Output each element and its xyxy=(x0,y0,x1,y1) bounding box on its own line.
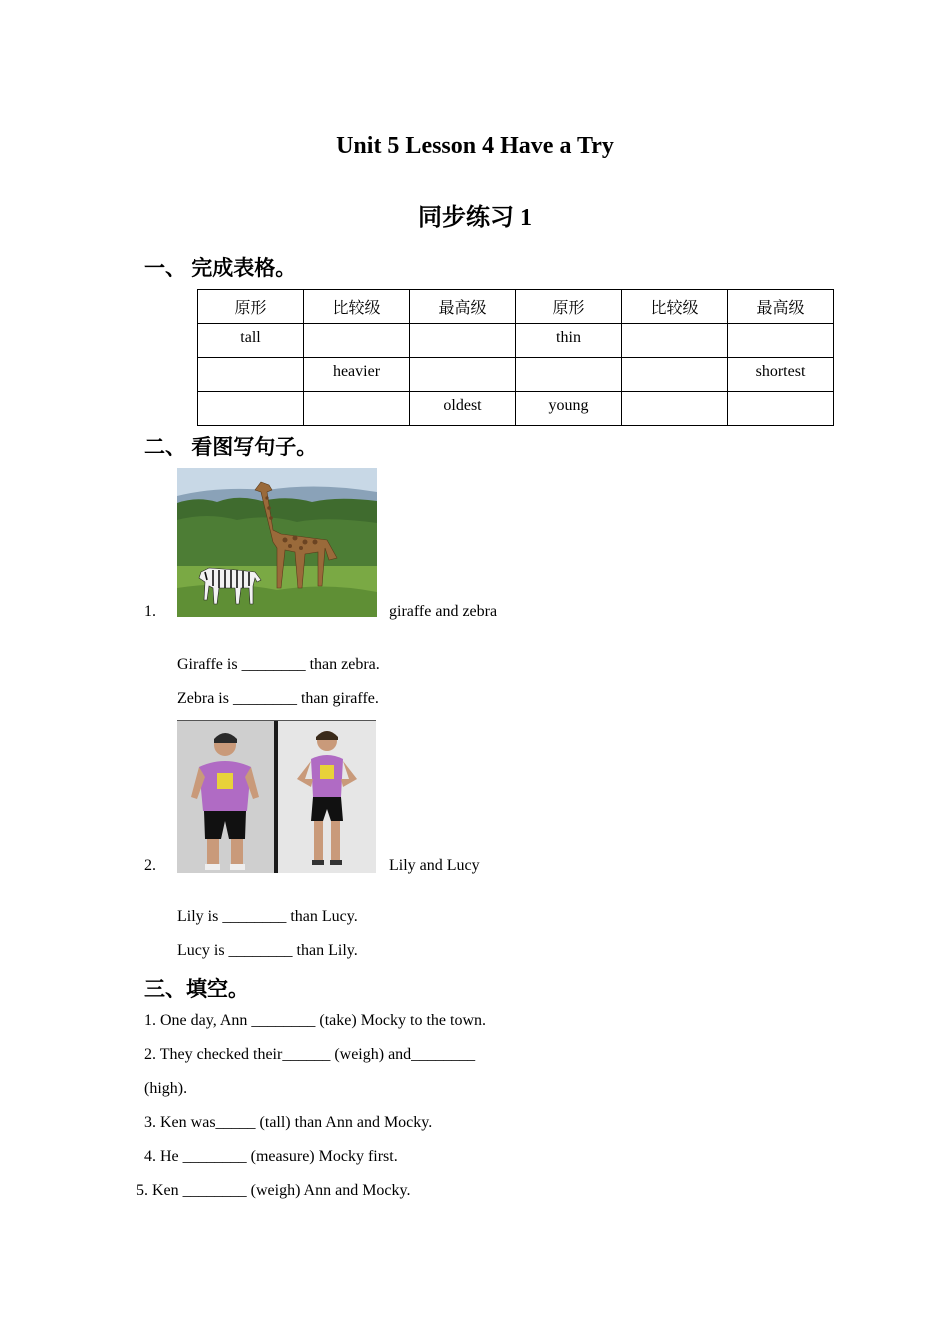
table-row xyxy=(198,392,834,426)
table-cell[interactable] xyxy=(622,324,728,358)
table-cell[interactable]: heavier xyxy=(304,358,410,392)
sentence-blank: Zebra is ________ than giraffe. xyxy=(177,690,379,707)
table-cell[interactable] xyxy=(198,392,304,426)
fill-blank-line: 1. One day, Ann ________ (take) Mocky to the town. xyxy=(144,1012,487,1029)
fill-blank-line: 4. He ________ (measure) Mocky first. xyxy=(144,1148,398,1165)
table-cell[interactable]: young xyxy=(516,392,622,426)
lily-lucy-photo xyxy=(177,720,376,873)
table-cell[interactable]: thin xyxy=(516,324,622,358)
fill-blank-line: 2. They checked their______ (weigh) and________ xyxy=(144,1046,476,1063)
sentence-blank: Lucy is ________ than Lily. xyxy=(177,942,358,959)
question-number: 2. xyxy=(144,857,156,874)
photo-caption: giraffe and zebra xyxy=(389,603,498,620)
giraffe-zebra-photo xyxy=(177,468,377,617)
section1-heading: 一、 完成表格。 xyxy=(144,256,297,280)
page-title: Unit 5 Lesson 4 Have a Try xyxy=(336,133,614,159)
table-cell[interactable] xyxy=(728,392,834,426)
comparison-table xyxy=(197,289,834,426)
photo-caption: Lily and Lucy xyxy=(389,857,480,874)
fill-blank-line: 3. Ken was_____ (tall) than Ann and Mocky. xyxy=(144,1114,433,1131)
page-subtitle: 同步练习 1 xyxy=(418,205,532,231)
table-cell[interactable] xyxy=(516,358,622,392)
section2-heading: 二、 看图写句子。 xyxy=(144,435,318,459)
table-header-cell: 比较级 xyxy=(304,290,410,324)
table-cell[interactable]: shortest xyxy=(728,358,834,392)
table-header-cell: 最高级 xyxy=(728,290,834,324)
sentence-blank: Lily is ________ than Lucy. xyxy=(177,908,358,925)
question-number: 1. xyxy=(144,603,156,620)
table-cell[interactable] xyxy=(410,358,516,392)
table-cell[interactable] xyxy=(304,324,410,358)
sentence-blank: Giraffe is ________ than zebra. xyxy=(177,656,380,673)
table-row xyxy=(198,358,834,392)
table-header-row xyxy=(198,290,834,324)
table-header-cell: 原形 xyxy=(198,290,304,324)
section3-heading: 三、填空。 xyxy=(144,977,249,1001)
table-cell[interactable]: oldest xyxy=(410,392,516,426)
table-cell[interactable]: tall xyxy=(198,324,304,358)
table-header-cell: 原形 xyxy=(516,290,622,324)
table-cell[interactable] xyxy=(198,358,304,392)
table-row xyxy=(198,324,834,358)
table-cell[interactable] xyxy=(304,392,410,426)
fill-blank-line: (high). xyxy=(144,1080,188,1097)
table-cell[interactable] xyxy=(622,392,728,426)
table-cell[interactable] xyxy=(410,324,516,358)
table-header-cell: 最高级 xyxy=(410,290,516,324)
table-cell[interactable] xyxy=(622,358,728,392)
table-header-cell: 比较级 xyxy=(622,290,728,324)
table-cell[interactable] xyxy=(728,324,834,358)
fill-blank-line: 5. Ken ________ (weigh) Ann and Mocky. xyxy=(136,1182,411,1199)
